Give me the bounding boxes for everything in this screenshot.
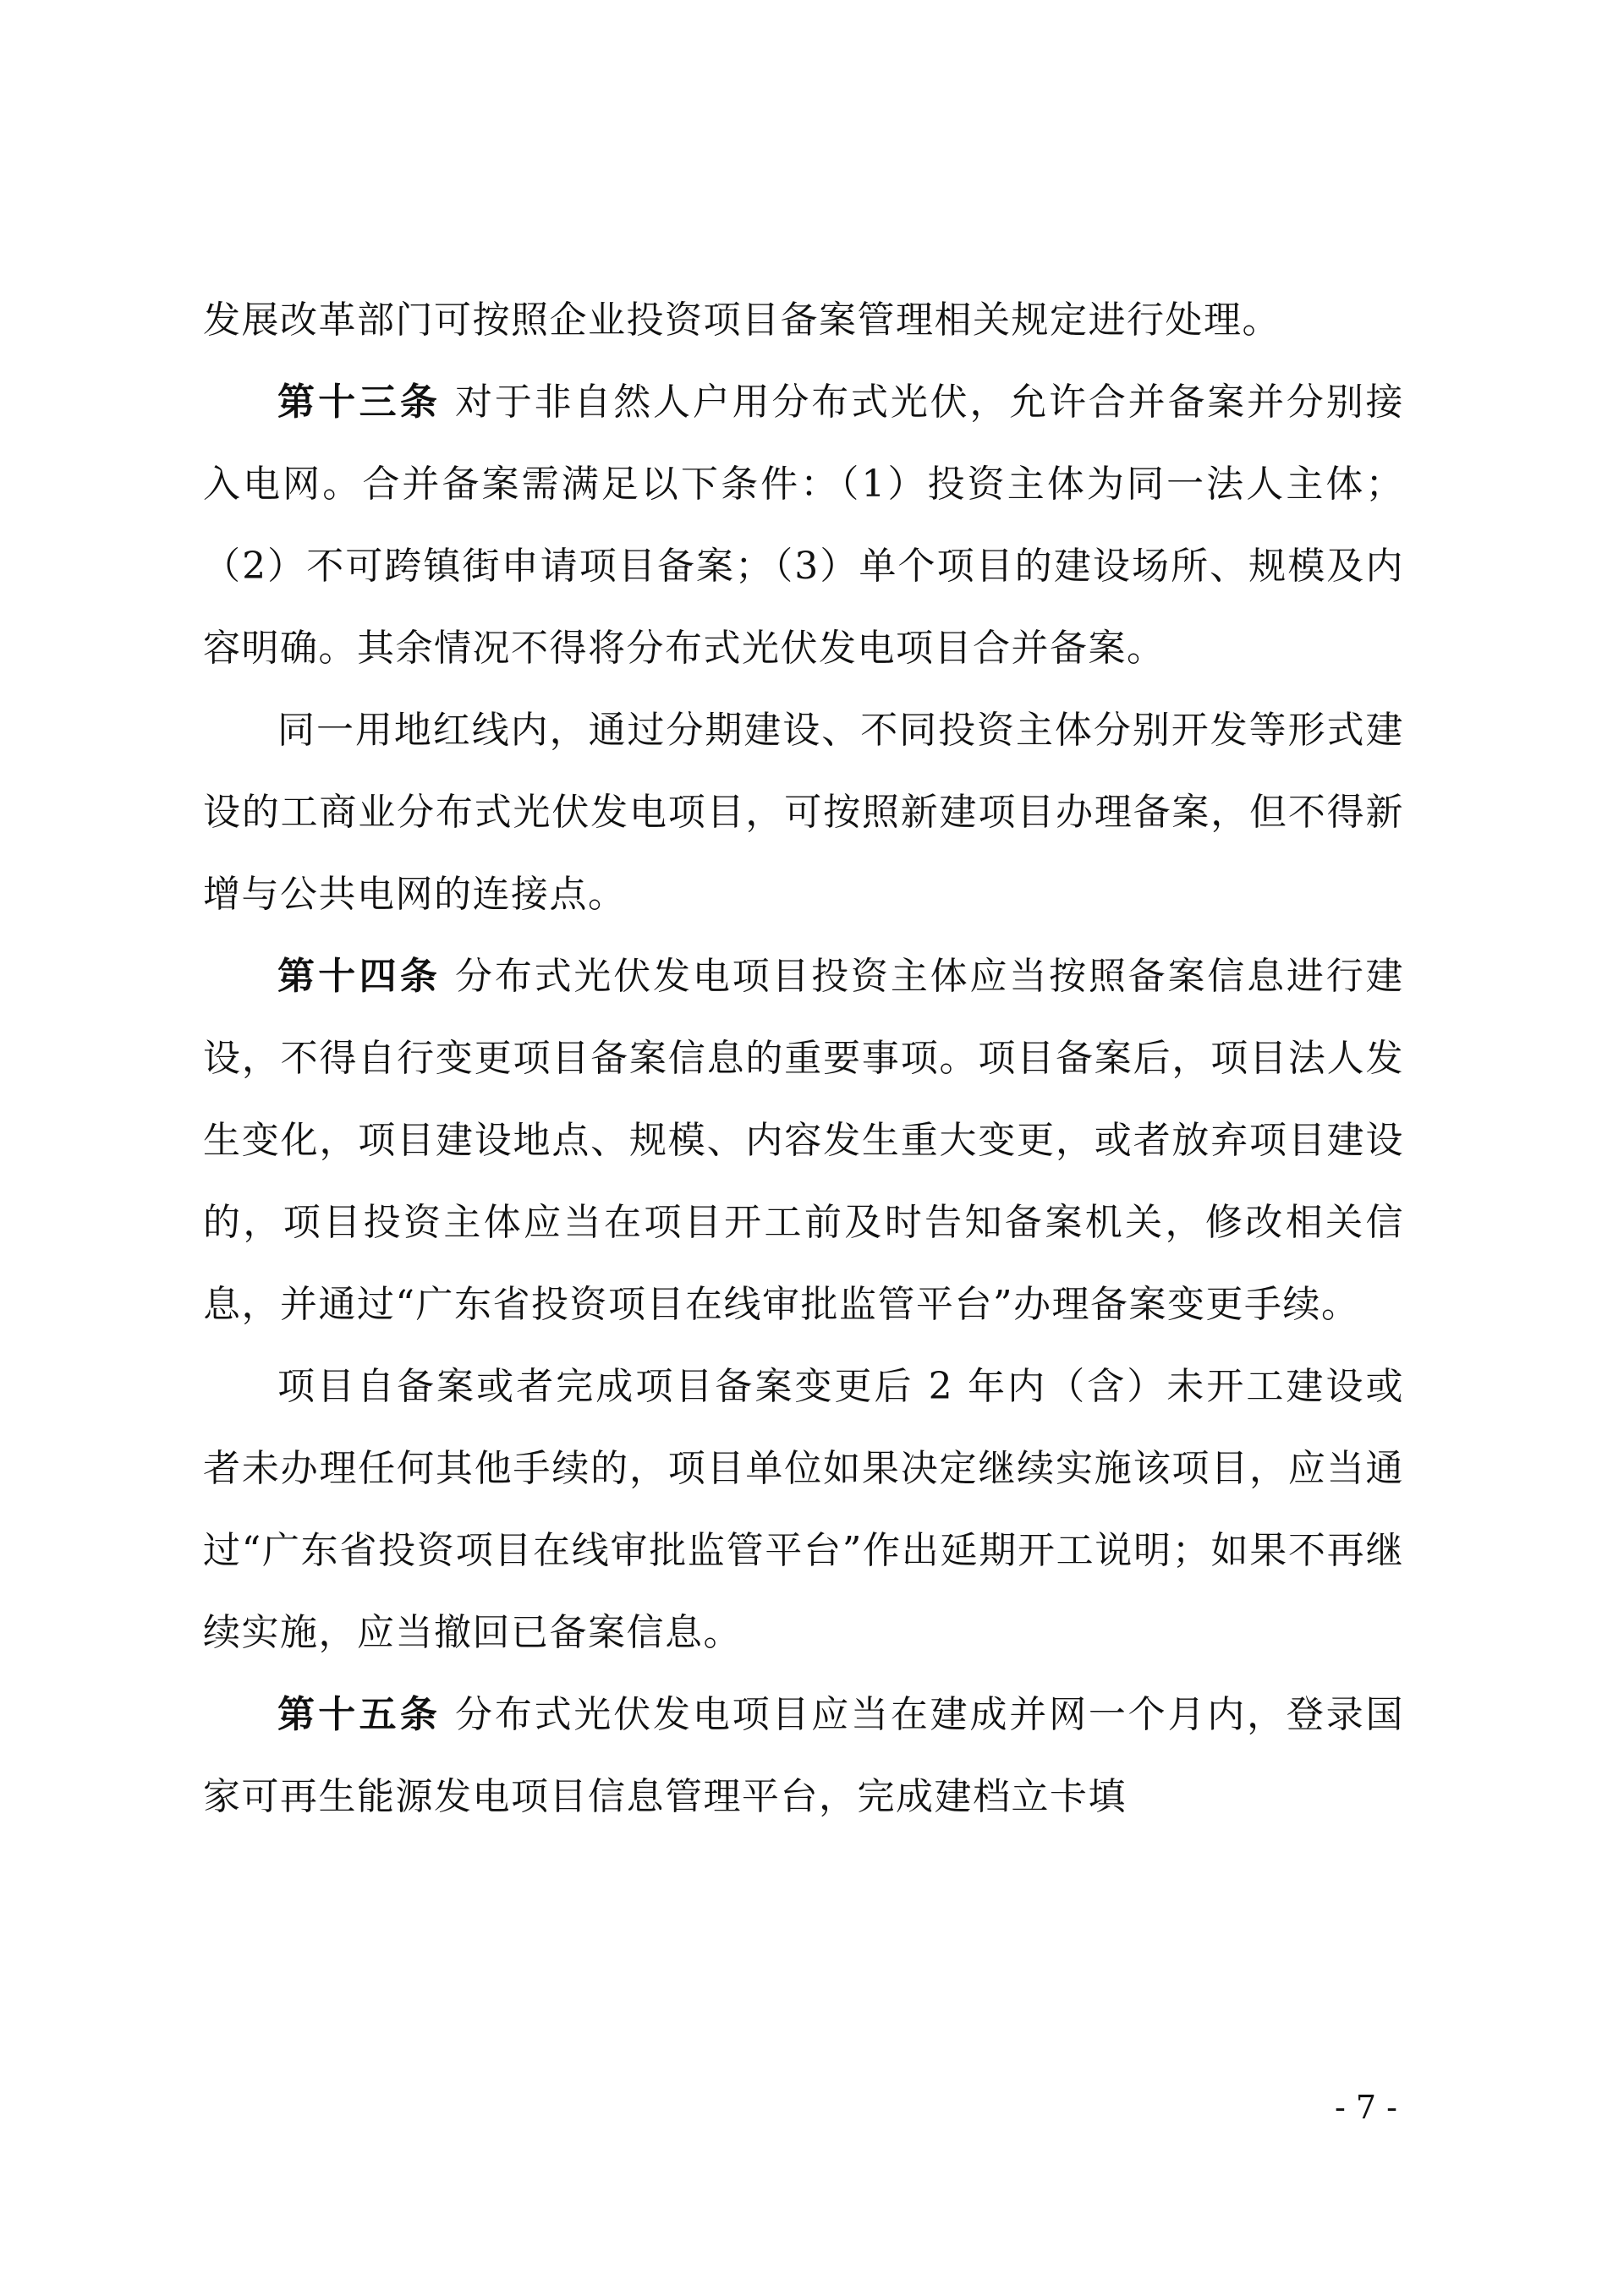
paragraph-article-14 [203, 935, 1404, 1345]
article-label-15: 第十五条 [277, 1693, 442, 1736]
paragraph-continued [203, 279, 1404, 361]
paragraph-article-15 [203, 1674, 1404, 1838]
paragraph-same-redline [203, 689, 1404, 935]
paragraph-article-13 [203, 361, 1404, 689]
paragraph-text: 发展改革部门可按照企业投资项目备案管理相关规定进行处理。 [203, 299, 1281, 342]
paragraph-two-years [203, 1345, 1404, 1674]
article-label-13: 第十三条 [277, 381, 442, 424]
paragraph-text: 分布式光伏发电项目应当在建成并网一个月内，登录国家可再生能源发电项目信息管理平台，完成建档立卡填 [203, 1693, 1404, 1818]
paragraph-text: 分布式光伏发电项目投资主体应当按照备案信息进行建设，不得自行变更项目备案信息的重要事项。项目备案后，项目法人发生变化，项目建设地点、规模、内容发生重大变更，或者放弃项目建设的，项目投资主体应当在项目开工前及时告知备案机关，修改相关信息，并通过“广东省投资项目在线审批监管平台”办理备案变更手续。 [203, 955, 1404, 1326]
paragraph-text: 同一用地红线内，通过分期建设、不同投资主体分别开发等形式建设的工商业分布式光伏发电项目，可按照新建项目办理备案，但不得新增与公共电网的连接点。 [203, 709, 1404, 916]
page-number: - 7 - [1334, 2089, 1397, 2126]
document-body [203, 279, 1404, 1838]
paragraph-text: 项目自备案或者完成项目备案变更后 2 年内（含）未开工建设或者未办理任何其他手续的，项目单位如果决定继续实施该项目，应当通过“广东省投资项目在线审批监管平台”作出延期开工说明；如果不再继续实施，应当撤回已备案信息。 [203, 1365, 1404, 1654]
paragraph-text: 对于非自然人户用分布式光伏，允许合并备案并分别接入电网。合并备案需满足以下条件：（1）投资主体为同一法人主体；（2）不可跨镇街申请项目备案；（3）单个项目的建设场所、规模及内容明确。其余情况不得将分布式光伏发电项目合并备案。 [203, 381, 1404, 670]
article-label-14: 第十四条 [277, 955, 442, 998]
